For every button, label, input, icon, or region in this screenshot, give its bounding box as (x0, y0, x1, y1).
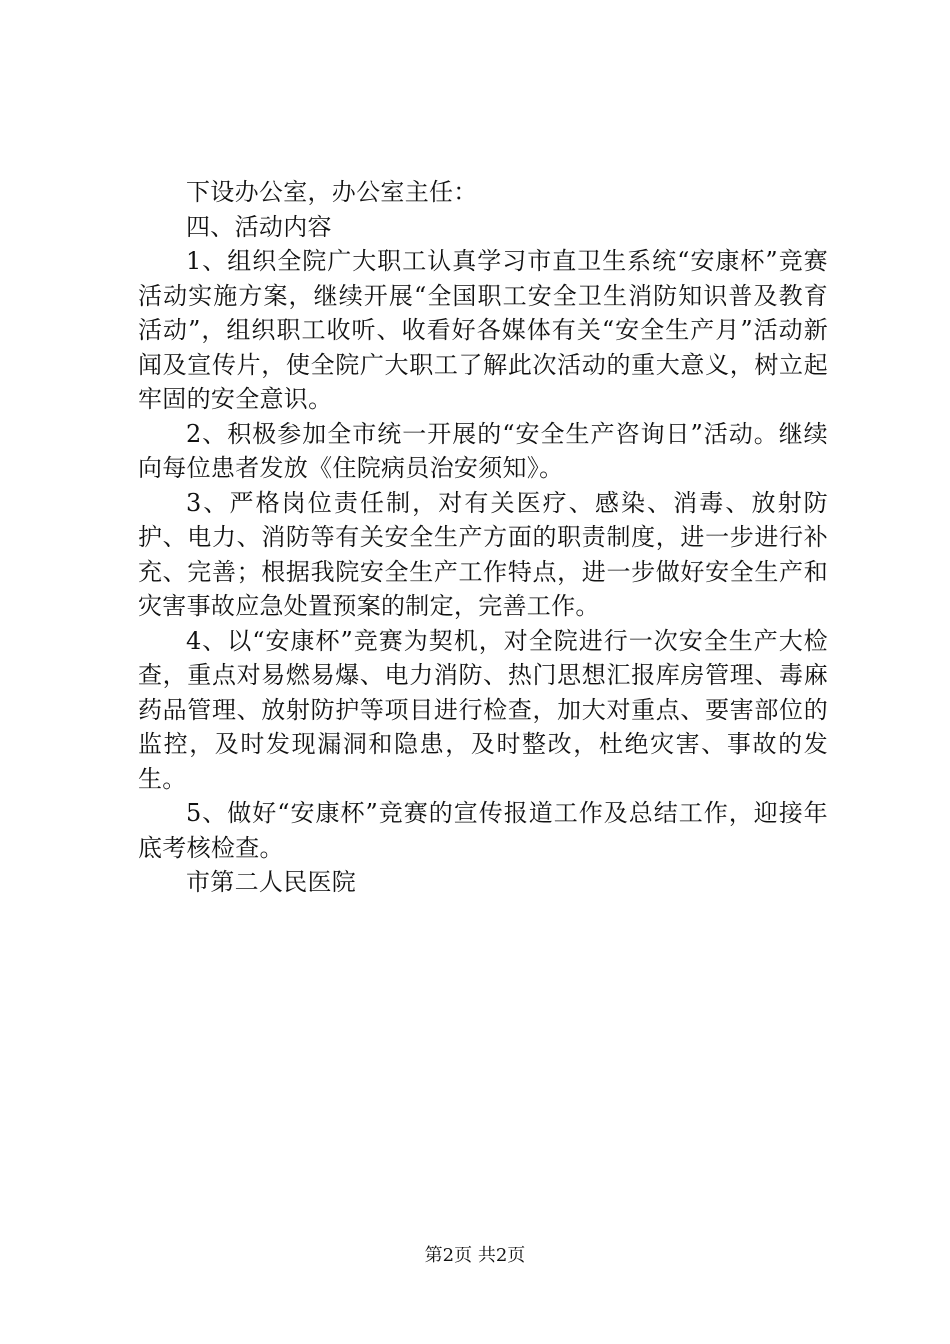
paragraph-item-1: 1、组织全院广大职工认真学习市直卫生系统“安康杯”竞赛活动实施方案，继续开展“全国职工安全卫生消防知识普及教育活动”，组织职工收听、收看好各媒体有关“安全生产月”活动新闻及宣传片，使全院广大职工了解此次活动的重大意义，树立起牢固的安全意识。 (138, 247, 828, 413)
paragraph-item-2: 2、积极参加全市统一开展的“安全生产咨询日”活动。继续向每位患者发放《住院病员治安须知》。 (138, 419, 828, 482)
paragraph-item-3: 3、严格岗位责任制，对有关医疗、感染、消毒、放射防护、电力、消防等有关安全生产方面的职责制度，进一步进行补充、完善；根据我院安全生产工作特点，进一步做好安全生产和灾害事故应急处置预案的制定，完善工作。 (138, 488, 828, 620)
paragraph-item-5: 5、做好“安康杯”竞赛的宣传报道工作及总结工作，迎接年底考核检查。 (138, 799, 828, 862)
paragraph-office-setup: 下设办公室，办公室主任： (186, 178, 478, 206)
section-heading-activity-content: 四、活动内容 (186, 212, 332, 241)
paragraph-item-4: 4、以“安康杯”竞赛为契机，对全院进行一次安全生产大检查，重点对易燃易爆、电力消防、热门思想汇报库房管理、毒麻药品管理、放射防护等项目进行检查，加大对重点、要害部位的监控，及时发现漏洞和隐患，及时整改，杜绝灾害、事故的发生。 (138, 626, 828, 793)
page-number-footer: 第2页 共2页 (424, 1245, 526, 1266)
signature-organization: 市第二人民医院 (186, 868, 357, 896)
document-body (138, 175, 828, 900)
